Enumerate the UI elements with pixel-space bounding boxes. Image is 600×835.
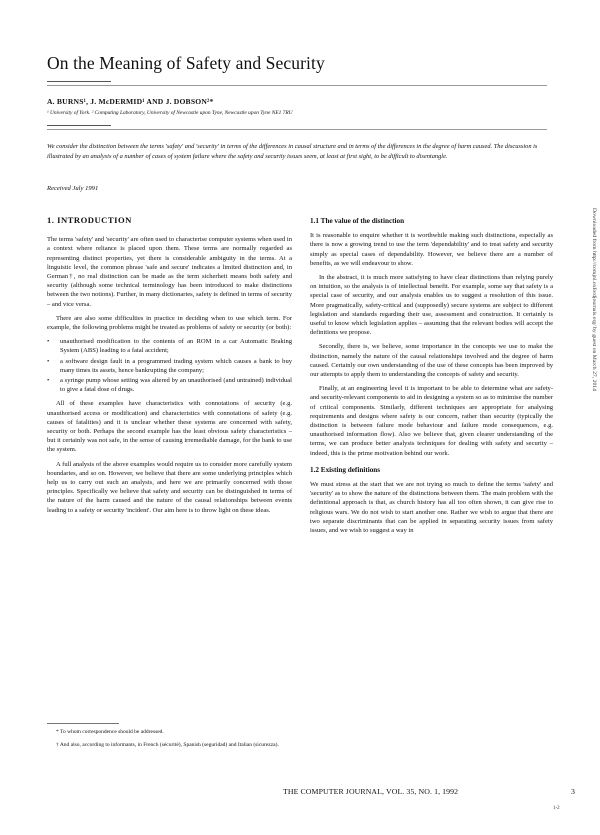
example-list [47,337,292,394]
footnote-correspondence: * To whom correspondence should be addressed. [56,729,164,735]
page-code: 1-2 [553,806,560,811]
title-rule-short [47,81,111,82]
title-rule [47,85,547,86]
subsection-heading-value: 1.1 The value of the distinction [310,217,405,225]
footnote-rule [47,723,119,724]
section-heading-introduction: 1. INTRODUCTION [47,215,132,225]
footnotes [47,728,292,754]
page-number: 3 [571,787,575,796]
list-item: • a syringe pump whose setting was altered by an unauthorised (and untrained) individual to give a fatal dose of drugs. [56,376,292,394]
subsection-heading-definitions: 1.2 Existing definitions [310,465,381,474]
intro-paragraph-2: There are also some difficulties in practice in deciding when to use which term. For example, the following problems might be treated as problems of safety or security (or both): [47,314,292,332]
received-date: Received July 1991 [47,185,99,192]
list-item: • a software design fault in a programmed trading system which causes a bank to buy many times its assets, hence bankrupting the company; [56,357,292,375]
affil-rule [47,129,547,130]
value-paragraph-4: Finally, at an engineering level it is important to be able to determine what are safety- and security-relevant components to aid in designing a system so as to minimise the number of critical components. Similarly, different techniques are appropriate for analysing requirements and designs where safety is our concern, rather than security (typically the distinction is between failure mode behaviour and failure mode consequences, e.g. unauthorised information flow). Also we believe that, given clearer understanding of the terms, we can produce better analysis techniques for dealing with safety and security – indeed, this is the prime motivation behind our work. [310,385,553,457]
footnote-languages: † And also, according to informants, in French (sécurité), Spanish (seguridad) and Italian (sicurezza). [56,742,279,748]
value-paragraph-1: It is reasonable to enquire whether it is worthwhile making such distinctions, especially as there is now a growing trend to use the term 'dependability' and to treat safety and security simply as special cases of dependability. However, we believe there are a number of benefits, as we will endeavour to show. [310,232,553,267]
authors: A. BURNS¹, J. McDERMID¹ AND J. DOBSON²* [47,97,214,106]
intro-paragraph-1: The terms 'safety' and 'security' are often used to characterise computer systems when used in a context where reliance is placed upon them. These terms are normally regarded as representing distinct properties, yet there is considerable ambiguity in the terms. At a linguistic level, the common phrase 'safe and secure' indicates a limited distinction and, in German†, no real distinction can be made as the term sicherheit means both safety and security (although some technical terminology has been introduced to make distinctions between the two notions). Further, in many dictionaries, safety is defined in terms of security – and vice versa. [47,236,292,308]
intro-paragraph-3: All of these examples have characteristics with connotations of security (e.g. unauthorised access or modification) and characteristics with connotations of safety (e.g. causes of fatalities) and it is unclear whether these systems are concerned with safety, security or both. Perhaps the second example has the least obvious safety characteristics – but it certainly was not safe, in the sense of causing irremediable damage, for the bank to use the system. [47,400,292,454]
paper-title: On the Meaning of Safety and Security [47,53,325,73]
definitions-paragraph-1: We must stress at the start that we are not trying so much to define the terms 'safety' and 'security' as to show the nature of the distinctions between them. The main problem with the definitional approach is that, as church history has all too often shown, it can give rise to religious wars. We do not wish to start another one. Rather we wish to argue that there are two separate discriminants that can be applied in separating security issues from safety issues, and we wish to suggest a way in [310,481,553,535]
abstract: We consider the distinction between the terms 'safety' and 'security' in terms of the differences in causal structure and in terms of the differences in the degree of harm caused. The discussion is illustrated by an analysis of a number of cases of system failure where the safety and security issues seem, at least at first sight, to be difficult to disentangle. [47,143,538,160]
affil-rule-short [47,125,111,126]
left-column [47,216,292,520]
value-paragraph-2: In the abstract, it is much more satisfying to have clear distinctions than relying purely on intuition, so the analysis is of intellectual benefit. For example, some say that safety is a special case of security, and our analysis enables us to suggest a resolution of this issue. More pragmatically, safety-critical and (supposedly) secure systems are subject to different legislation and standards regarding their use, assessment and construction. It certainly is useful to know which legislation applies – assuming that the relevant bodies will accept the definitions we propose. [310,274,553,337]
intro-paragraph-4: A full analysis of the above examples would require us to consider more carefully system boundaries, and so on. However, we believe that there are some underlying principles which help us to carry out such an analysis, and here we are primarily concerned with those principles. Specifically we believe that safety and security can be distinguished in terms of the nature of the harm caused and the nature of the causal relationships between events leading to a safety or security 'incident'. Our aim here is to throw light on these ideas. [47,460,292,514]
download-notice: Downloaded from http://comjnl.oxfordjournals.org/ by guest on March 27, 2014 [591,208,597,391]
right-column [310,217,553,540]
affiliations: ¹ University of York. ² Computing Laboratory, University of Newcastle upon Tyne, Newcastle upon Tyne NE1 7RU [47,110,293,116]
journal-footer: THE COMPUTER JOURNAL, VOL. 35, NO. 1, 1992 [283,787,459,796]
value-paragraph-3: Secondly, there is, we believe, some importance in the concepts we use to make the distinction, namely the nature of the causal relationships involved and the degree of harm caused. Certainly our own understanding of the use of these concepts has been improved by our attempts to apply them to understanding the concepts of safety and security. [310,343,553,379]
list-item: • unauthorised modification to the contents of an ROM in a car Automatic Braking System (ABS) leading to a fatal accident; [56,337,292,355]
